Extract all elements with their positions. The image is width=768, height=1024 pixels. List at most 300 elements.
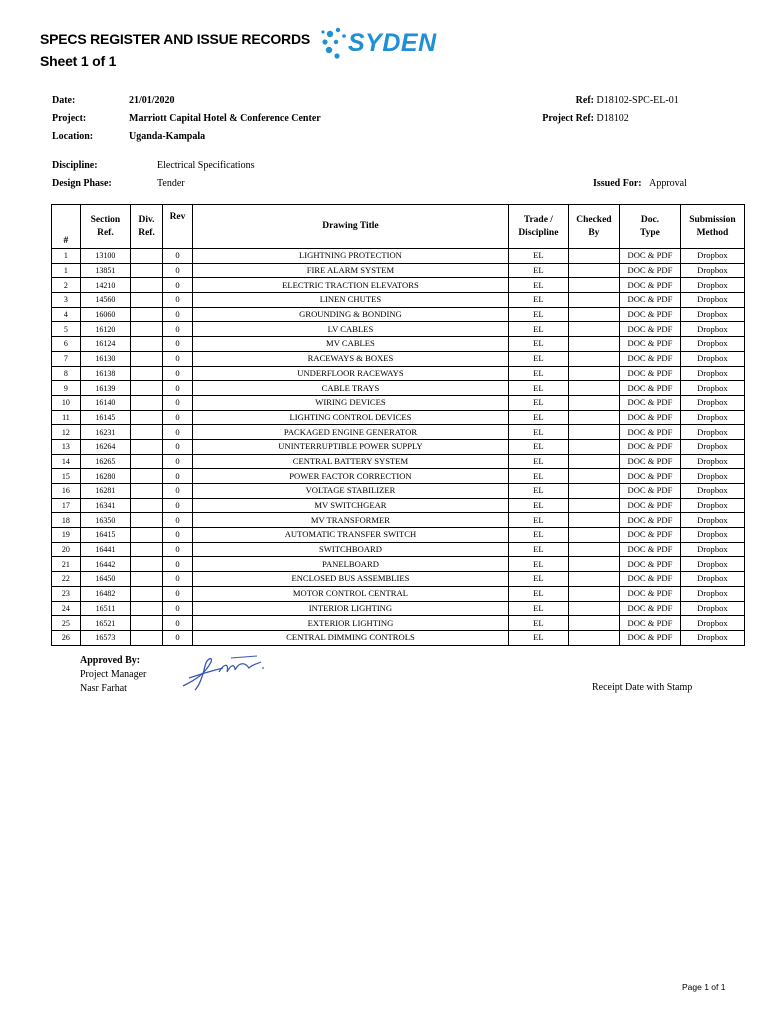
cell-rev: 0 bbox=[163, 469, 193, 484]
cell-trade: EL bbox=[508, 630, 568, 645]
ref-value: D18102-SPC-EL-01 bbox=[596, 95, 679, 106]
cell-drawing-title: GROUNDING & BONDING bbox=[192, 307, 508, 322]
cell-drawing-title: MV CABLES bbox=[192, 337, 508, 352]
cell-num: 8 bbox=[52, 366, 81, 381]
table-row bbox=[52, 307, 745, 322]
table-row bbox=[52, 469, 745, 484]
table-header-row bbox=[52, 205, 745, 249]
cell-doc-type: DOC & PDF bbox=[620, 307, 681, 322]
cell-rev: 0 bbox=[163, 542, 193, 557]
cell-section-ref: 16573 bbox=[80, 630, 130, 645]
col-header-rev: Rev bbox=[163, 205, 193, 249]
cell-checked-by bbox=[568, 410, 619, 425]
cell-doc-type: DOC & PDF bbox=[620, 469, 681, 484]
cell-rev: 0 bbox=[163, 513, 193, 528]
cell-doc-type: DOC & PDF bbox=[620, 351, 681, 366]
cell-checked-by bbox=[568, 601, 619, 616]
cell-drawing-title: MV SWITCHGEAR bbox=[192, 498, 508, 513]
cell-drawing-title: ENCLOSED BUS ASSEMBLIES bbox=[192, 572, 508, 587]
cell-num: 5 bbox=[52, 322, 81, 337]
cell-rev: 0 bbox=[163, 586, 193, 601]
cell-drawing-title: EXTERIOR LIGHTING bbox=[192, 616, 508, 631]
col-header-submission: Submission Method bbox=[680, 205, 744, 249]
cell-div-ref bbox=[131, 263, 163, 278]
cell-rev: 0 bbox=[163, 425, 193, 440]
cell-div-ref bbox=[131, 542, 163, 557]
table-row bbox=[52, 322, 745, 337]
table-row bbox=[52, 498, 745, 513]
cell-num: 17 bbox=[52, 498, 81, 513]
cell-doc-type: DOC & PDF bbox=[620, 528, 681, 543]
cell-doc-type: DOC & PDF bbox=[620, 366, 681, 381]
cell-trade: EL bbox=[508, 307, 568, 322]
cell-drawing-title: LV CABLES bbox=[192, 322, 508, 337]
cell-doc-type: DOC & PDF bbox=[620, 616, 681, 631]
table-row bbox=[52, 484, 745, 499]
cell-num: 18 bbox=[52, 513, 81, 528]
cell-checked-by bbox=[568, 469, 619, 484]
table-row bbox=[52, 601, 745, 616]
table-row bbox=[52, 425, 745, 440]
cell-div-ref bbox=[131, 528, 163, 543]
cell-section-ref: 14560 bbox=[80, 293, 130, 308]
cell-num: 9 bbox=[52, 381, 81, 396]
cell-trade: EL bbox=[508, 395, 568, 410]
cell-trade: EL bbox=[508, 572, 568, 587]
cell-submission-method: Dropbox bbox=[680, 381, 744, 396]
cell-section-ref: 16264 bbox=[80, 439, 130, 454]
cell-submission-method: Dropbox bbox=[680, 425, 744, 440]
cell-div-ref bbox=[131, 586, 163, 601]
cell-trade: EL bbox=[508, 469, 568, 484]
cell-doc-type: DOC & PDF bbox=[620, 557, 681, 572]
table-row bbox=[52, 278, 745, 293]
cell-trade: EL bbox=[508, 322, 568, 337]
cell-div-ref bbox=[131, 439, 163, 454]
cell-drawing-title: MV TRANSFORMER bbox=[192, 513, 508, 528]
cell-checked-by bbox=[568, 528, 619, 543]
cell-div-ref bbox=[131, 278, 163, 293]
cell-submission-method: Dropbox bbox=[680, 630, 744, 645]
table-body bbox=[52, 249, 745, 646]
cell-drawing-title: AUTOMATIC TRANSFER SWITCH bbox=[192, 528, 508, 543]
table-row bbox=[52, 586, 745, 601]
table-row bbox=[52, 616, 745, 631]
cell-section-ref: 16140 bbox=[80, 395, 130, 410]
cell-section-ref: 16120 bbox=[80, 322, 130, 337]
table-row bbox=[52, 249, 745, 264]
cell-section-ref: 16145 bbox=[80, 410, 130, 425]
cell-trade: EL bbox=[508, 454, 568, 469]
table-row bbox=[52, 454, 745, 469]
meta-left bbox=[52, 92, 321, 146]
cell-rev: 0 bbox=[163, 395, 193, 410]
cell-div-ref bbox=[131, 249, 163, 264]
cell-checked-by bbox=[568, 439, 619, 454]
cell-section-ref: 16482 bbox=[80, 586, 130, 601]
cell-div-ref bbox=[131, 366, 163, 381]
cell-num: 14 bbox=[52, 454, 81, 469]
meta-discipline bbox=[52, 157, 254, 193]
cell-drawing-title: LIGHTNING PROTECTION bbox=[192, 249, 508, 264]
cell-submission-method: Dropbox bbox=[680, 263, 744, 278]
cell-drawing-title: RACEWAYS & BOXES bbox=[192, 351, 508, 366]
cell-num: 7 bbox=[52, 351, 81, 366]
cell-rev: 0 bbox=[163, 484, 193, 499]
cell-doc-type: DOC & PDF bbox=[620, 439, 681, 454]
cell-section-ref: 16341 bbox=[80, 498, 130, 513]
cell-div-ref bbox=[131, 498, 163, 513]
cell-section-ref: 16139 bbox=[80, 381, 130, 396]
cell-checked-by bbox=[568, 263, 619, 278]
approver-name: Nasr Farhat bbox=[80, 683, 127, 694]
approver-role: Project Manager bbox=[80, 669, 147, 680]
cell-section-ref: 16415 bbox=[80, 528, 130, 543]
cell-trade: EL bbox=[508, 601, 568, 616]
document-title: SPECS REGISTER AND ISSUE RECORDS bbox=[40, 31, 311, 47]
cell-doc-type: DOC & PDF bbox=[620, 293, 681, 308]
cell-trade: EL bbox=[508, 249, 568, 264]
cell-doc-type: DOC & PDF bbox=[620, 498, 681, 513]
table-row bbox=[52, 572, 745, 587]
cell-submission-method: Dropbox bbox=[680, 528, 744, 543]
cell-checked-by bbox=[568, 337, 619, 352]
cell-drawing-title: LINEN CHUTES bbox=[192, 293, 508, 308]
cell-doc-type: DOC & PDF bbox=[620, 337, 681, 352]
cell-rev: 0 bbox=[163, 410, 193, 425]
cell-checked-by bbox=[568, 630, 619, 645]
cell-div-ref bbox=[131, 630, 163, 645]
cell-doc-type: DOC & PDF bbox=[620, 425, 681, 440]
cell-submission-method: Dropbox bbox=[680, 572, 744, 587]
cell-trade: EL bbox=[508, 410, 568, 425]
cell-drawing-title: MOTOR CONTROL CENTRAL bbox=[192, 586, 508, 601]
cell-section-ref: 16265 bbox=[80, 454, 130, 469]
cell-drawing-title: VOLTAGE STABILIZER bbox=[192, 484, 508, 499]
cell-trade: EL bbox=[508, 351, 568, 366]
cell-div-ref bbox=[131, 454, 163, 469]
table-row bbox=[52, 439, 745, 454]
cell-div-ref bbox=[131, 425, 163, 440]
cell-section-ref: 13851 bbox=[80, 263, 130, 278]
cell-num: 3 bbox=[52, 293, 81, 308]
cell-trade: EL bbox=[508, 278, 568, 293]
cell-rev: 0 bbox=[163, 439, 193, 454]
cell-div-ref bbox=[131, 337, 163, 352]
table-row bbox=[52, 366, 745, 381]
cell-doc-type: DOC & PDF bbox=[620, 586, 681, 601]
cell-rev: 0 bbox=[163, 381, 193, 396]
cell-num: 25 bbox=[52, 616, 81, 631]
cell-trade: EL bbox=[508, 337, 568, 352]
cell-checked-by bbox=[568, 498, 619, 513]
cell-div-ref bbox=[131, 469, 163, 484]
date-value: 21/01/2020 bbox=[129, 95, 175, 106]
specs-register-table bbox=[51, 204, 745, 646]
cell-checked-by bbox=[568, 542, 619, 557]
cell-submission-method: Dropbox bbox=[680, 557, 744, 572]
cell-drawing-title: UNDERFLOOR RACEWAYS bbox=[192, 366, 508, 381]
cell-rev: 0 bbox=[163, 601, 193, 616]
cell-submission-method: Dropbox bbox=[680, 307, 744, 322]
cell-trade: EL bbox=[508, 542, 568, 557]
cell-div-ref bbox=[131, 616, 163, 631]
cell-checked-by bbox=[568, 425, 619, 440]
discipline-label: Discipline: bbox=[52, 160, 98, 171]
cell-doc-type: DOC & PDF bbox=[620, 395, 681, 410]
cell-doc-type: DOC & PDF bbox=[620, 513, 681, 528]
document-title-block bbox=[40, 28, 310, 72]
cell-div-ref bbox=[131, 557, 163, 572]
cell-rev: 0 bbox=[163, 630, 193, 645]
cell-drawing-title: CENTRAL DIMMING CONTROLS bbox=[192, 630, 508, 645]
cell-div-ref bbox=[131, 572, 163, 587]
cell-submission-method: Dropbox bbox=[680, 469, 744, 484]
cell-div-ref bbox=[131, 601, 163, 616]
receipt-date-label: Receipt Date with Stamp bbox=[592, 682, 693, 693]
cell-drawing-title: PANELBOARD bbox=[192, 557, 508, 572]
sheet-number: Sheet 1 of 1 bbox=[40, 53, 117, 69]
cell-num: 21 bbox=[52, 557, 81, 572]
cell-drawing-title: WIRING DEVICES bbox=[192, 395, 508, 410]
cell-section-ref: 16441 bbox=[80, 542, 130, 557]
col-header-section: Section Ref. bbox=[80, 205, 130, 249]
cell-num: 22 bbox=[52, 572, 81, 587]
cell-rev: 0 bbox=[163, 572, 193, 587]
cell-rev: 0 bbox=[163, 351, 193, 366]
project-value: Marriott Capital Hotel & Conference Center bbox=[129, 113, 321, 124]
cell-submission-method: Dropbox bbox=[680, 410, 744, 425]
cell-checked-by bbox=[568, 557, 619, 572]
location-label: Location: bbox=[52, 131, 94, 142]
cell-checked-by bbox=[568, 513, 619, 528]
cell-drawing-title: SWITCHBOARD bbox=[192, 542, 508, 557]
cell-section-ref: 16281 bbox=[80, 484, 130, 499]
cell-rev: 0 bbox=[163, 498, 193, 513]
cell-submission-method: Dropbox bbox=[680, 278, 744, 293]
cell-section-ref: 13100 bbox=[80, 249, 130, 264]
cell-drawing-title: POWER FACTOR CORRECTION bbox=[192, 469, 508, 484]
col-header-num: # bbox=[52, 205, 81, 249]
cell-num: 19 bbox=[52, 528, 81, 543]
cell-checked-by bbox=[568, 572, 619, 587]
issued-for-value: Approval bbox=[649, 178, 687, 189]
cell-checked-by bbox=[568, 293, 619, 308]
cell-checked-by bbox=[568, 278, 619, 293]
syden-logo-text: SYDEN bbox=[348, 29, 437, 57]
cell-num: 15 bbox=[52, 469, 81, 484]
cell-submission-method: Dropbox bbox=[680, 249, 744, 264]
cell-submission-method: Dropbox bbox=[680, 586, 744, 601]
cell-rev: 0 bbox=[163, 263, 193, 278]
location-value: Uganda-Kampala bbox=[129, 131, 206, 142]
cell-div-ref bbox=[131, 307, 163, 322]
cell-num: 24 bbox=[52, 601, 81, 616]
cell-rev: 0 bbox=[163, 557, 193, 572]
cell-section-ref: 16138 bbox=[80, 366, 130, 381]
cell-doc-type: DOC & PDF bbox=[620, 263, 681, 278]
cell-rev: 0 bbox=[163, 293, 193, 308]
cell-rev: 0 bbox=[163, 322, 193, 337]
table-row bbox=[52, 293, 745, 308]
cell-checked-by bbox=[568, 351, 619, 366]
cell-checked-by bbox=[568, 249, 619, 264]
cell-num: 16 bbox=[52, 484, 81, 499]
cell-doc-type: DOC & PDF bbox=[620, 542, 681, 557]
cell-section-ref: 16231 bbox=[80, 425, 130, 440]
issued-for-label: Issued For: bbox=[593, 178, 642, 189]
col-header-checked: Checked By bbox=[568, 205, 619, 249]
col-header-title: Drawing Title bbox=[192, 205, 508, 249]
table-row bbox=[52, 542, 745, 557]
cell-submission-method: Dropbox bbox=[680, 513, 744, 528]
meta-right bbox=[534, 92, 679, 128]
cell-submission-method: Dropbox bbox=[680, 395, 744, 410]
cell-submission-method: Dropbox bbox=[680, 542, 744, 557]
cell-div-ref bbox=[131, 381, 163, 396]
cell-div-ref bbox=[131, 322, 163, 337]
cell-checked-by bbox=[568, 586, 619, 601]
table-row bbox=[52, 557, 745, 572]
cell-submission-method: Dropbox bbox=[680, 601, 744, 616]
project-ref-value: D18102 bbox=[596, 113, 629, 124]
cell-section-ref: 16060 bbox=[80, 307, 130, 322]
cell-submission-method: Dropbox bbox=[680, 484, 744, 499]
cell-trade: EL bbox=[508, 498, 568, 513]
cell-trade: EL bbox=[508, 293, 568, 308]
cell-checked-by bbox=[568, 395, 619, 410]
cell-submission-method: Dropbox bbox=[680, 337, 744, 352]
cell-rev: 0 bbox=[163, 616, 193, 631]
cell-doc-type: DOC & PDF bbox=[620, 454, 681, 469]
cell-doc-type: DOC & PDF bbox=[620, 322, 681, 337]
table-row bbox=[52, 630, 745, 645]
cell-num: 1 bbox=[52, 263, 81, 278]
cell-num: 6 bbox=[52, 337, 81, 352]
cell-trade: EL bbox=[508, 557, 568, 572]
cell-div-ref bbox=[131, 410, 163, 425]
cell-rev: 0 bbox=[163, 307, 193, 322]
cell-submission-method: Dropbox bbox=[680, 498, 744, 513]
cell-submission-method: Dropbox bbox=[680, 616, 744, 631]
cell-num: 20 bbox=[52, 542, 81, 557]
cell-section-ref: 16280 bbox=[80, 469, 130, 484]
cell-checked-by bbox=[568, 616, 619, 631]
cell-drawing-title: CENTRAL BATTERY SYSTEM bbox=[192, 454, 508, 469]
cell-trade: EL bbox=[508, 439, 568, 454]
cell-checked-by bbox=[568, 454, 619, 469]
cell-rev: 0 bbox=[163, 278, 193, 293]
cell-section-ref: 16521 bbox=[80, 616, 130, 631]
cell-rev: 0 bbox=[163, 528, 193, 543]
design-phase-label: Design Phase: bbox=[52, 178, 112, 189]
cell-rev: 0 bbox=[163, 249, 193, 264]
cell-div-ref bbox=[131, 484, 163, 499]
cell-div-ref bbox=[131, 293, 163, 308]
cell-section-ref: 16511 bbox=[80, 601, 130, 616]
col-header-trade: Trade / Discipline bbox=[508, 205, 568, 249]
cell-submission-method: Dropbox bbox=[680, 439, 744, 454]
cell-rev: 0 bbox=[163, 454, 193, 469]
cell-trade: EL bbox=[508, 528, 568, 543]
cell-trade: EL bbox=[508, 586, 568, 601]
cell-doc-type: DOC & PDF bbox=[620, 278, 681, 293]
cell-trade: EL bbox=[508, 513, 568, 528]
cell-div-ref bbox=[131, 395, 163, 410]
project-ref-label: Project Ref: bbox=[542, 113, 594, 124]
cell-num: 12 bbox=[52, 425, 81, 440]
table-row bbox=[52, 410, 745, 425]
table-row bbox=[52, 395, 745, 410]
cell-checked-by bbox=[568, 484, 619, 499]
cell-doc-type: DOC & PDF bbox=[620, 484, 681, 499]
cell-section-ref: 16130 bbox=[80, 351, 130, 366]
cell-drawing-title: UNINTERRUPTIBLE POWER SUPPLY bbox=[192, 439, 508, 454]
table-row bbox=[52, 263, 745, 278]
table-row bbox=[52, 337, 745, 352]
cell-submission-method: Dropbox bbox=[680, 322, 744, 337]
cell-num: 23 bbox=[52, 586, 81, 601]
page-number-footer: Page 1 of 1 bbox=[682, 982, 726, 992]
cell-div-ref bbox=[131, 513, 163, 528]
cell-doc-type: DOC & PDF bbox=[620, 601, 681, 616]
cell-section-ref: 16450 bbox=[80, 572, 130, 587]
col-header-doc-type: Doc. Type bbox=[620, 205, 681, 249]
approval-block bbox=[80, 654, 146, 696]
cell-trade: EL bbox=[508, 263, 568, 278]
cell-submission-method: Dropbox bbox=[680, 351, 744, 366]
cell-div-ref bbox=[131, 351, 163, 366]
cell-trade: EL bbox=[508, 616, 568, 631]
cell-checked-by bbox=[568, 307, 619, 322]
design-phase-value: Tender bbox=[157, 178, 185, 189]
date-label: Date: bbox=[52, 95, 76, 106]
cell-trade: EL bbox=[508, 425, 568, 440]
cell-doc-type: DOC & PDF bbox=[620, 572, 681, 587]
cell-doc-type: DOC & PDF bbox=[620, 249, 681, 264]
table-row bbox=[52, 351, 745, 366]
cell-checked-by bbox=[568, 322, 619, 337]
cell-submission-method: Dropbox bbox=[680, 293, 744, 308]
cell-drawing-title: FIRE ALARM SYSTEM bbox=[192, 263, 508, 278]
cell-drawing-title: PACKAGED ENGINE GENERATOR bbox=[192, 425, 508, 440]
cell-doc-type: DOC & PDF bbox=[620, 381, 681, 396]
cell-trade: EL bbox=[508, 366, 568, 381]
cell-num: 11 bbox=[52, 410, 81, 425]
col-header-div: Div. Ref. bbox=[131, 205, 163, 249]
signature-icon bbox=[175, 650, 270, 695]
cell-section-ref: 16350 bbox=[80, 513, 130, 528]
table-row bbox=[52, 381, 745, 396]
cell-num: 26 bbox=[52, 630, 81, 645]
table-row bbox=[52, 528, 745, 543]
cell-rev: 0 bbox=[163, 366, 193, 381]
cell-checked-by bbox=[568, 381, 619, 396]
cell-num: 2 bbox=[52, 278, 81, 293]
project-label: Project: bbox=[52, 113, 87, 124]
cell-section-ref: 16124 bbox=[80, 337, 130, 352]
ref-label: Ref: bbox=[575, 95, 594, 106]
cell-drawing-title: CABLE TRAYS bbox=[192, 381, 508, 396]
cell-drawing-title: ELECTRIC TRACTION ELEVATORS bbox=[192, 278, 508, 293]
meta-issued-for bbox=[593, 175, 687, 193]
cell-section-ref: 14210 bbox=[80, 278, 130, 293]
discipline-value: Electrical Specifications bbox=[157, 160, 255, 171]
cell-doc-type: DOC & PDF bbox=[620, 410, 681, 425]
approved-by-label: Approved By: bbox=[80, 655, 141, 666]
cell-submission-method: Dropbox bbox=[680, 366, 744, 381]
cell-section-ref: 16442 bbox=[80, 557, 130, 572]
